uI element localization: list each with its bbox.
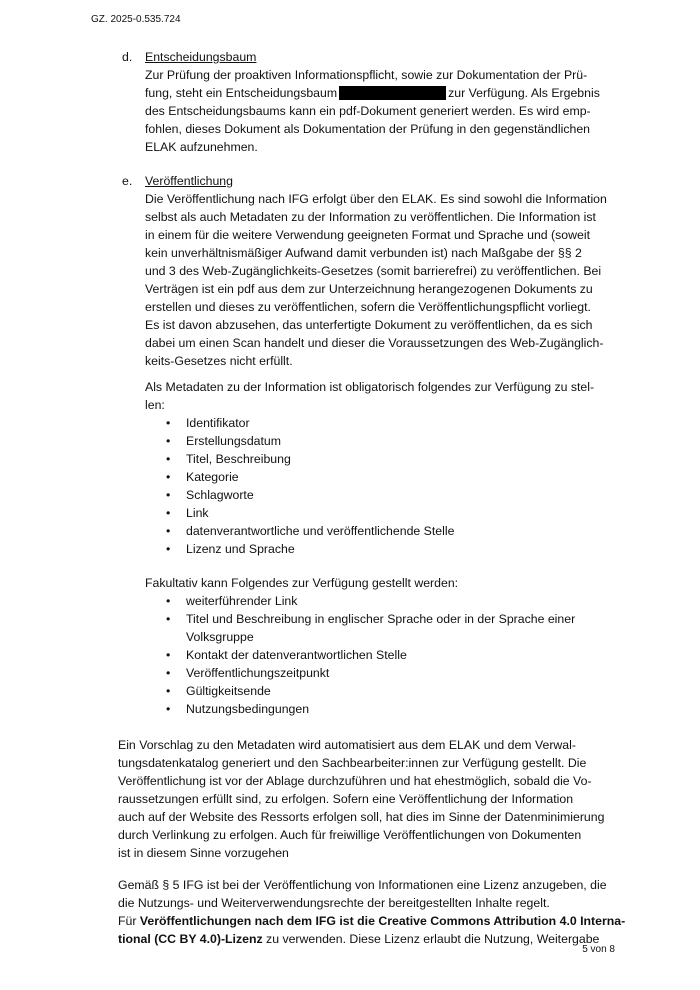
redaction-bar [339, 86, 446, 100]
list-item: Titel, Beschreibung [186, 452, 291, 466]
list-item: Titel und Beschreibung in englischer Sprache oder in der Sprache einer [186, 612, 576, 626]
bullet-icon: • [166, 434, 171, 448]
section-e-text-line: Verträgen ist ein pdf aus dem zur Unterzeichnung herangezogenen Dokuments zu [145, 282, 593, 296]
body-text-line: Ein Vorschlag zu den Metadaten wird automatisiert aus dem ELAK und dem Verwal- [118, 738, 576, 752]
bullet-icon: • [166, 506, 171, 520]
bullet-icon: • [166, 666, 171, 680]
list-item: Link [186, 506, 209, 520]
list-item: Kategorie [186, 470, 239, 484]
section-e-text-line: dabei um einen Scan handelt und dieser die Voraussetzungen des Web-Zugänglich- [145, 336, 604, 350]
bullet-icon: • [166, 648, 171, 662]
bullet-icon: • [166, 542, 171, 556]
list-item: Nutzungsbedingungen [186, 702, 310, 716]
section-d-text-line [145, 84, 600, 102]
list-item: Schlagworte [186, 488, 254, 502]
section-d-text-fragment: zur Verfügung. Als Ergebnis [448, 86, 600, 100]
section-d-letter: d. [122, 50, 133, 64]
license-text-line: Gemäß § 5 IFG ist bei der Veröffentlichung von Informationen eine Lizenz anzugeben, die [118, 878, 607, 892]
section-e-text-line: Die Veröffentlichung nach IFG erfolgt über den ELAK. Es sind sowohl die Information [145, 192, 607, 206]
body-text-line: raussetzungen erfüllt sind, zu erfolgen. Sofern eine Veröffentlichung der Information [118, 792, 574, 806]
section-d-text-line: fohlen, dieses Dokument als Dokumentation der Prüfung in den gegenständlichen [145, 122, 591, 136]
list-item: Veröffentlichungszeitpunkt [186, 666, 330, 680]
license-text-line [118, 930, 599, 948]
optional-intro: Fakultativ kann Folgendes zur Verfügung gestellt werden: [145, 576, 459, 590]
section-e-text-line: Es ist davon abzusehen, das unterfertigte Dokument zu veröffentlichen, da es sich [145, 318, 593, 332]
metadata-intro-line: len: [145, 398, 165, 412]
section-d-text-line: ELAK aufzunehmen. [145, 140, 258, 154]
license-text-fragment: zu verwenden. Diese Lizenz erlaubt die Nutzung, Weitergabe [262, 932, 600, 946]
license-text-line: die Nutzungs- und Weiterverwendungsrechte der bereitgestellten Inhalte regelt. [118, 896, 550, 910]
body-text-line: durch Verlinkung zu erfolgen. Auch für freiwillige Veröffentlichungen von Dokumenten [118, 828, 582, 842]
bullet-icon: • [166, 594, 171, 608]
section-e-text-line: und 3 des Web-Zugänglichkeits-Gesetzes (somit barrierefrei) zu veröffentlichen. Bei [145, 264, 602, 278]
license-text-fragment: Für [118, 914, 140, 928]
license-text-line [118, 912, 625, 930]
bullet-icon: • [166, 702, 171, 716]
section-e-text-line: kein unverhältnismäßiger Aufwand damit verbunden ist) nach Maßgabe der §§ 2 [145, 246, 582, 260]
metadata-intro-line: Als Metadaten zu der Information ist obligatorisch folgendes zur Verfügung zu stel- [145, 380, 595, 394]
section-d-heading: Entscheidungsbaum [145, 50, 257, 64]
section-e-letter: e. [122, 174, 133, 188]
license-emphasis: tional (CC BY 4.0)-Lizenz [118, 932, 263, 946]
section-e-text-line: keits-Gesetzes nicht erfüllt. [145, 354, 293, 368]
bullet-icon: • [166, 452, 171, 466]
bullet-icon: • [166, 488, 171, 502]
section-d-text-fragment: fung, steht ein Entscheidungsbaum [145, 86, 338, 100]
bullet-icon: • [166, 684, 171, 698]
list-item: Kontakt der datenverantwortlichen Stelle [186, 648, 407, 662]
bullet-icon: • [166, 416, 171, 430]
section-e-text-line: selbst als auch Metadaten zu der Information zu veröffentlichen. Die Information ist [145, 210, 596, 224]
section-e-text-line: erstellen und dieses zu veröffentlichen, sofern die Veröffentlichungspflicht vorliegt. [145, 300, 591, 314]
body-text-line: tungsdatenkatalog generiert und den Sachbearbeiter:innen zur Verfügung gestellt. Die [118, 756, 587, 770]
list-item: weiterführender Link [186, 594, 298, 608]
section-e-text-line: in einem für die weitere Verwendung geeigneten Format und Sprache und (soweit [145, 228, 591, 242]
document-reference: GZ. 2025-0.535.724 [91, 14, 181, 25]
list-item: Lizenz und Sprache [186, 542, 295, 556]
bullet-icon: • [166, 470, 171, 484]
section-d-text-line: des Entscheidungsbaums kann ein pdf-Dokument generiert werden. Es wird emp- [145, 104, 591, 118]
body-text-line: auch auf der Website des Ressorts erfolgen soll, hat dies im Sinne der Datenminimierung [118, 810, 605, 824]
body-text-line: ist in diesem Sinne vorzugehen [118, 846, 289, 860]
list-item-continuation: Volksgruppe [186, 630, 254, 644]
section-d-text-line: Zur Prüfung der proaktiven Informationspflicht, sowie zur Dokumentation der Prü- [145, 68, 588, 82]
list-item: Identifikator [186, 416, 250, 430]
list-item: Erstellungsdatum [186, 434, 282, 448]
list-item: Gültigkeitsende [186, 684, 271, 698]
section-e-heading: Veröffentlichung [145, 174, 233, 188]
list-item: datenverantwortliche und veröffentlichende Stelle [186, 524, 455, 538]
body-text-line: Veröffentlichung ist vor der Ablage durchzuführen und hat ehestmöglich, sobald die Vo- [118, 774, 592, 788]
page-number: 5 von 8 [582, 944, 615, 955]
license-emphasis: Veröffentlichungen nach dem IFG ist die Creative Commons Attribution 4.0 Interna- [139, 914, 626, 928]
bullet-icon: • [166, 524, 171, 538]
bullet-icon: • [166, 612, 171, 626]
